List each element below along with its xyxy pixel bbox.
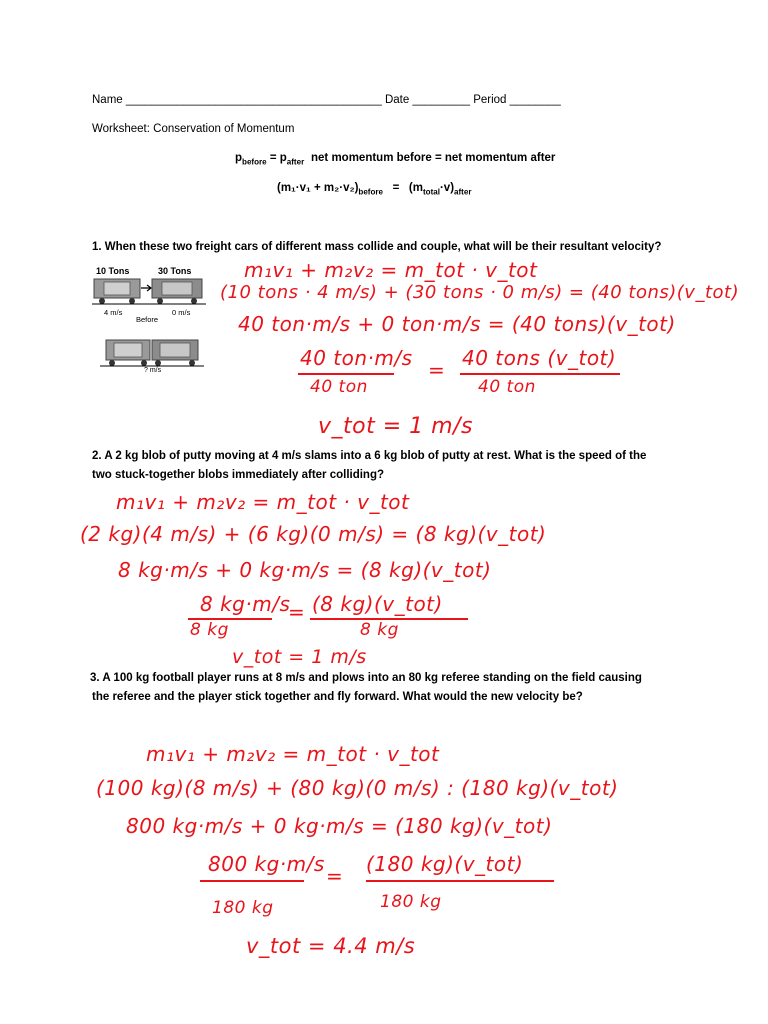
q1-work-line-1: m₁v₁ + m₂v₂ = m_tot · v_tot [244, 258, 538, 282]
arrow-icon [141, 285, 151, 291]
q3-frac-num-right: (180 kg)(v_tot) [366, 852, 524, 876]
date-label: Date [384, 94, 410, 106]
q3-work-line-2: (100 kg)(8 m/s) + (80 kg)(0 m/s) : (180 kg)(v_tot) [96, 776, 619, 800]
speed-1: 4 m/s [104, 308, 123, 317]
question-2-text-1: 2. A 2 kg blob of putty moving at 4 m/s slams into a 6 kg blob of putty at rest. What is the speed of the [92, 450, 647, 462]
car-2-before [152, 279, 202, 304]
q2-frac-den-right: 8 kg [360, 620, 399, 640]
q1-work-line-2: (10 tons · 4 m/s) + (30 tons · 0 m/s) = (40 tons)(v_tot) [220, 282, 740, 303]
name-label: Name [92, 94, 123, 106]
freight-cars-diagram [92, 262, 206, 372]
q2-work-line-1: m₁v₁ + m₂v₂ = m_tot · v_tot [116, 490, 410, 514]
q2-frac-eq: = [288, 600, 306, 624]
q1-frac-bar-right [460, 373, 620, 375]
q3-frac-num: 800 kg·m/s [208, 852, 325, 876]
car1-label: 10 Tons [96, 266, 130, 276]
before-label: Before [136, 315, 159, 324]
q2-frac-num: 8 kg·m/s [200, 592, 291, 616]
q1-work-line-3: 40 ton·m/s + 0 ton·m/s = (40 tons)(v_tot) [238, 312, 676, 336]
q3-frac-bar-left [200, 880, 304, 882]
q3-work-line-3: 800 kg·m/s + 0 kg·m/s = (180 kg)(v_tot) [126, 814, 553, 838]
q3-frac-den: 180 kg [212, 898, 274, 918]
q2-answer: v_tot = 1 m/s [232, 646, 367, 668]
period-label: Period [473, 94, 507, 106]
q2-frac-num-right: (8 kg)(v_tot) [312, 592, 443, 616]
q2-work-line-3: 8 kg·m/s + 0 kg·m/s = (8 kg)(v_tot) [118, 558, 492, 582]
speed-2: 0 m/s [172, 308, 191, 317]
q1-frac-num: 40 ton·m/s [300, 346, 413, 370]
formula-p-line: $p_{before} = p_{after}$ [235, 152, 305, 167]
question-1-text: 1. When these two freight cars of different mass collide and couple, what will be their resultant velocity? [92, 241, 662, 253]
question-3-text-2: the referee and the player stick together and fly forward. What would the new velocity be? [92, 691, 583, 703]
q1-frac-den: 40 ton [310, 377, 368, 397]
formula-momentum-line: $(m_1\cdot v_1 + m_2\cdot v_2)_{before}$ = $(m_{total}\cdot v)_{after}$ [277, 182, 472, 197]
question-3-text-1: 3. A 100 kg football player runs at 8 m/s and plows into an 80 kg referee standing on the field causing [90, 672, 642, 684]
q2-frac-den: 8 kg [190, 620, 229, 640]
q3-frac-bar-right [366, 880, 554, 882]
question-2-text-2: two stuck-together blobs immediately after colliding? [92, 469, 385, 481]
q3-frac-eq: = [326, 864, 344, 888]
header-line [92, 92, 561, 110]
q1-frac-den-right: 40 ton [478, 377, 536, 397]
q1-frac-eq: = [428, 358, 446, 382]
q1-answer: v_tot = 1 m/s [318, 414, 473, 439]
q3-answer: v_tot = 4.4 m/s [246, 934, 416, 958]
q3-frac-den-right: 180 kg [380, 892, 442, 912]
worksheet-title: Worksheet: Conservation of Momentum [92, 123, 295, 135]
formula-net-text: net momentum before = net momentum after [311, 152, 556, 164]
q2-work-line-2: (2 kg)(4 m/s) + (6 kg)(0 m/s) = (8 kg)(v_tot) [80, 522, 547, 546]
period-blank[interactable]: ________ [509, 94, 561, 106]
q1-frac-num-right: 40 tons (v_tot) [462, 346, 617, 370]
q3-work-line-1: m₁v₁ + m₂v₂ = m_tot · v_tot [146, 742, 440, 766]
name-blank[interactable]: ________________________________________ [125, 94, 382, 106]
car2-label: 30 Tons [158, 266, 192, 276]
date-blank[interactable]: _________ [412, 94, 470, 106]
coupled-cars-after [106, 340, 198, 366]
q1-frac-bar-left [298, 373, 394, 375]
after-speed: ? m/s [144, 367, 162, 372]
car-1-before [94, 279, 140, 304]
